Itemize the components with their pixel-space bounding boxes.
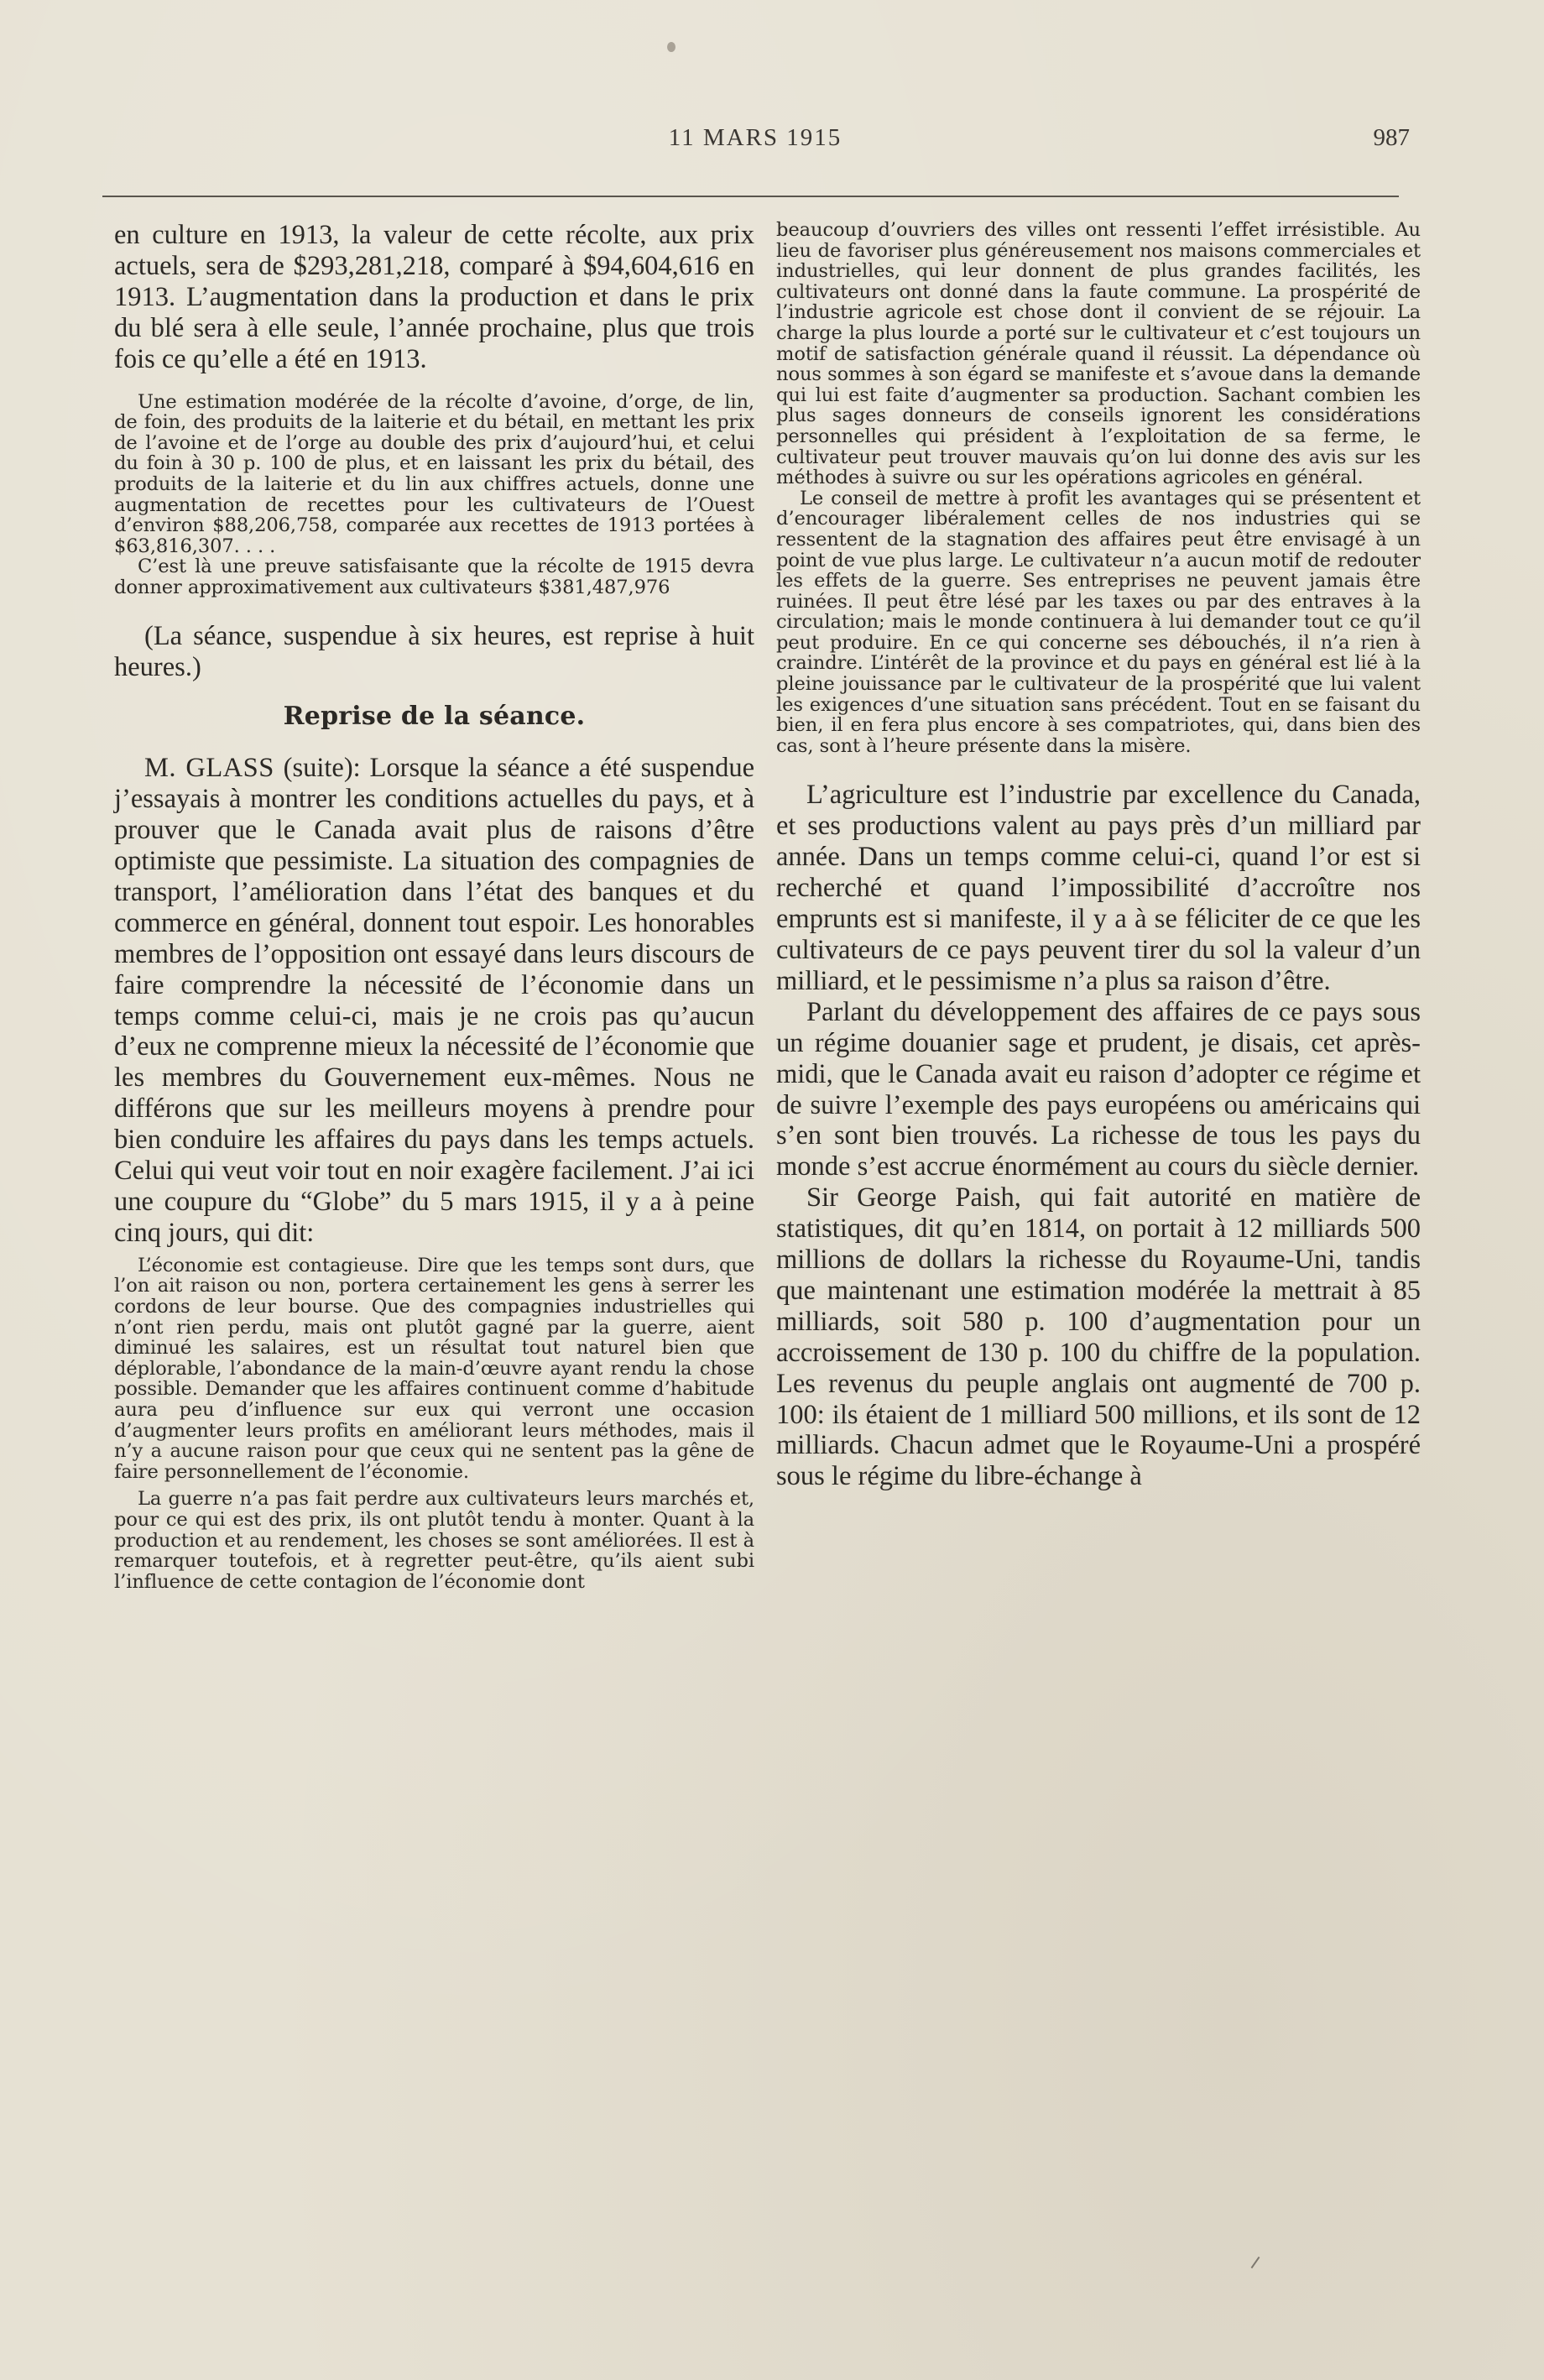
paragraph [114, 753, 754, 1249]
section-heading: Reprise de la séance. [283, 702, 586, 732]
quoted-paragraph: C’est là une preuve satisfaisante que la récolte de 1915 devra donner approximativement aux cultivateurs $381,487,976 [114, 556, 754, 598]
paragraph: Parlant du développement des affaires de ce pays sous un régime douanier sage et prudent, je disais, cet après-midi, que le Canada avait eu raison d’adopter ce régime et de suivre l’exemple des pays européens ou américains qui s’en sont bien trouvés. La richesse de tous les pays du monde s’est accrue énormément au cours du siècle dernier. [776, 996, 1421, 1182]
paragraph: L’agriculture est l’industrie par excellence du Canada, et ses productions valent au pays près d’un milliard par année. Dans un temps comme celui-ci, quand l’or est si recherché et quand l’impossibilité d’accroître nos emprunts est si manifeste, il y a à se féliciter de ce que les cultivateurs de ce pays peuvent tirer du sol la valeur d’un milliard, et le pessimisme n’a plus sa raison d’être. [776, 780, 1421, 996]
paragraph: Sir George Paish, qui fait autorité en matière de statistiques, dit qu’en 1814, on portait à 12 milliards 500 millions de dollars la richesse du Royaume-Uni, tandis que maintenant une estimation modérée la mettrait à 85 milliards, soit 580 p. 100 d’augmentation pour un accroissement de 130 p. 100 du chiffre de la population. Les revenus du peuple anglais ont augmenté de 700 p. 100: ils étaient de 1 milliard 500 millions, et ils sont de 12 milliards. Chacun admet que le Royaume-Uni a prospéré sous le régime du libre-échange à [776, 1182, 1421, 1492]
header-rule [102, 196, 1399, 197]
page-header [101, 124, 1410, 166]
quoted-paragraph: Le conseil de mettre à profit les avantages qui se présentent et d’encourager libéralement celles de nos industries qui se ressentent de la stagnation des affaires peut être envisagé à un point de vue plus large. Le cultivateur n’a aucun motif de redouter les effets de la guerre. Ses entreprises ne peuvent jamais être ruinées. Il peut être lésé par les taxes ou par des entraves à la circulation; mais le monde continuera à lui demander tout ce qu’il peut produire. En ce qui concerne ses débouchés, il n’a rien à craindre. L’intérêt de la province et du pays en général est lié à la pleine jouissance par le cultivateur de la prospérité que lui valent les exigences d’une situation sans précédent. Tout en se faisant du bien, il en fera plus encore à ses compatriotes, qui, dans bien des cas, sont à l’heure présente dans la misère. [776, 487, 1421, 757]
quoted-paragraph: Une estimation modérée de la récolte d’avoine, d’orge, de lin, de foin, des produits de la laiterie et du bétail, en mettant les prix de l’avoine et de l’orge au double des prix d’aujourd’hui, et celui du foin à 30 p. 100 de plus, et en laissant les prix du bétail, des produits de la laiterie et du lin aux chiffres actuels, donne une augmentation de recettes pour les cultivateurs de l’Ouest d’environ $88,206,758, comparée aux recettes de 1913 portées à $63,816,307. . . . [114, 390, 754, 557]
right-column [776, 220, 1421, 1492]
page-number: 987 [1373, 124, 1410, 151]
paragraph: en culture en 1913, la valeur de cette récolte, aux prix actuels, sera de $293,281,218, comparé à $94,604,616 en 1913. L’augmentation dans la production et dans le prix du blé sera à elle seule, l’année prochaine, plus que trois fois ce qu’elle a été en 1913. [114, 220, 754, 374]
quoted-paragraph: L’économie est contagieuse. Dire que les temps sont durs, que l’on ait raison ou non, portera certainement les gens à serrer les cordons de leur bourse. Que des compagnies industrielles qui n’ont rien perdu, mais ont plutôt gagné par la guerre, aient diminué les salaires, est un résultat tout naturel bien que déplorable, l’abondance de la main-d’œuvre ayant rendu la chose possible. Demander que les affaires continuent comme d’habitude aura peu d’influence sur eux qui verront une occasion d’augmenter leurs profits en améliorant leurs méthodes, mais il n’y a aucune raison pour que ceux qui ne sentent pas la gêne de faire personnellement de l’économie. [114, 1254, 754, 1483]
speech-text: (suite): Lorsque la séance a été suspendue j’essayais à montrer les conditions actuelles du pays, et à prouver que le Canada avait plus de raisons d’être optimiste que pessimiste. La situation des compagnies de transport, l’amélioration dans l’état des banques et du commerce en général, donnent tout espoir. Les honorables membres de l’opposition ont essayé dans leurs discours de faire comprendre la nécessité de l’économie dans un temps comme celui-ci, mais je ne crois pas qu’aucun d’eux ne comprenne mieux la nécessité de l’économie que les membres du Gouvernement eux-mêmes. Nous ne différons que sur les meilleurs moyens à prendre pour bien conduire les affaires du pays dans les temps actuels. Celui qui veut voir tout en noir exagère facilement. J’ai ici une coupure du “Globe” du 5 mars 1915, il y a à peine cinq jours, qui dit: [114, 753, 754, 1248]
left-column [114, 220, 754, 1592]
paper-mark [1251, 2257, 1260, 2268]
session-note: (La séance, suspendue à six heures, est reprise à huit heures.) [114, 621, 754, 683]
speaker-name: M. GLASS [144, 753, 274, 784]
quoted-paragraph: La guerre n’a pas fait perdre aux cultivateurs leurs marchés et, pour ce qui est des prix, ils ont plutôt tendu à monter. Quant à la production et au rendement, les choses se sont améliorées. Il est à remarquer toutefois, et à regretter peut-être, qu’ils aient subi l’influence de cette contagion de l’économie dont [114, 1488, 754, 1593]
paper-speck [667, 42, 676, 52]
quoted-paragraph: beaucoup d’ouvriers des villes ont ressenti l’effet irrésistible. Au lieu de favoriser plus généreusement nos maisons commerciales et industrielles, qui leur donnent de plus grandes facilités, les cultivateurs ont donné dans la faute commune. La prospérité de l’industrie agricole est chose dont il convient de se réjouir. La charge la plus lourde a porté sur le cultivateur et c’est toujours un motif de satisfaction générale quand il réussit. La dépendance où nous sommes à son égard se manifeste et s’avoue dans la demande qui lui est faite d’augmenter sa production. Sachant combien les plus sages donneurs de conseils ignorent les considérations personnelles qui président à l’exploitation de sa ferme, le cultivateur peut trouver mauvais qu’on lui donne des avis sur les méthodes à suivre ou sur les opérations agricoles en général. [776, 219, 1421, 489]
page-date: 11 MARS 1915 [668, 124, 842, 151]
